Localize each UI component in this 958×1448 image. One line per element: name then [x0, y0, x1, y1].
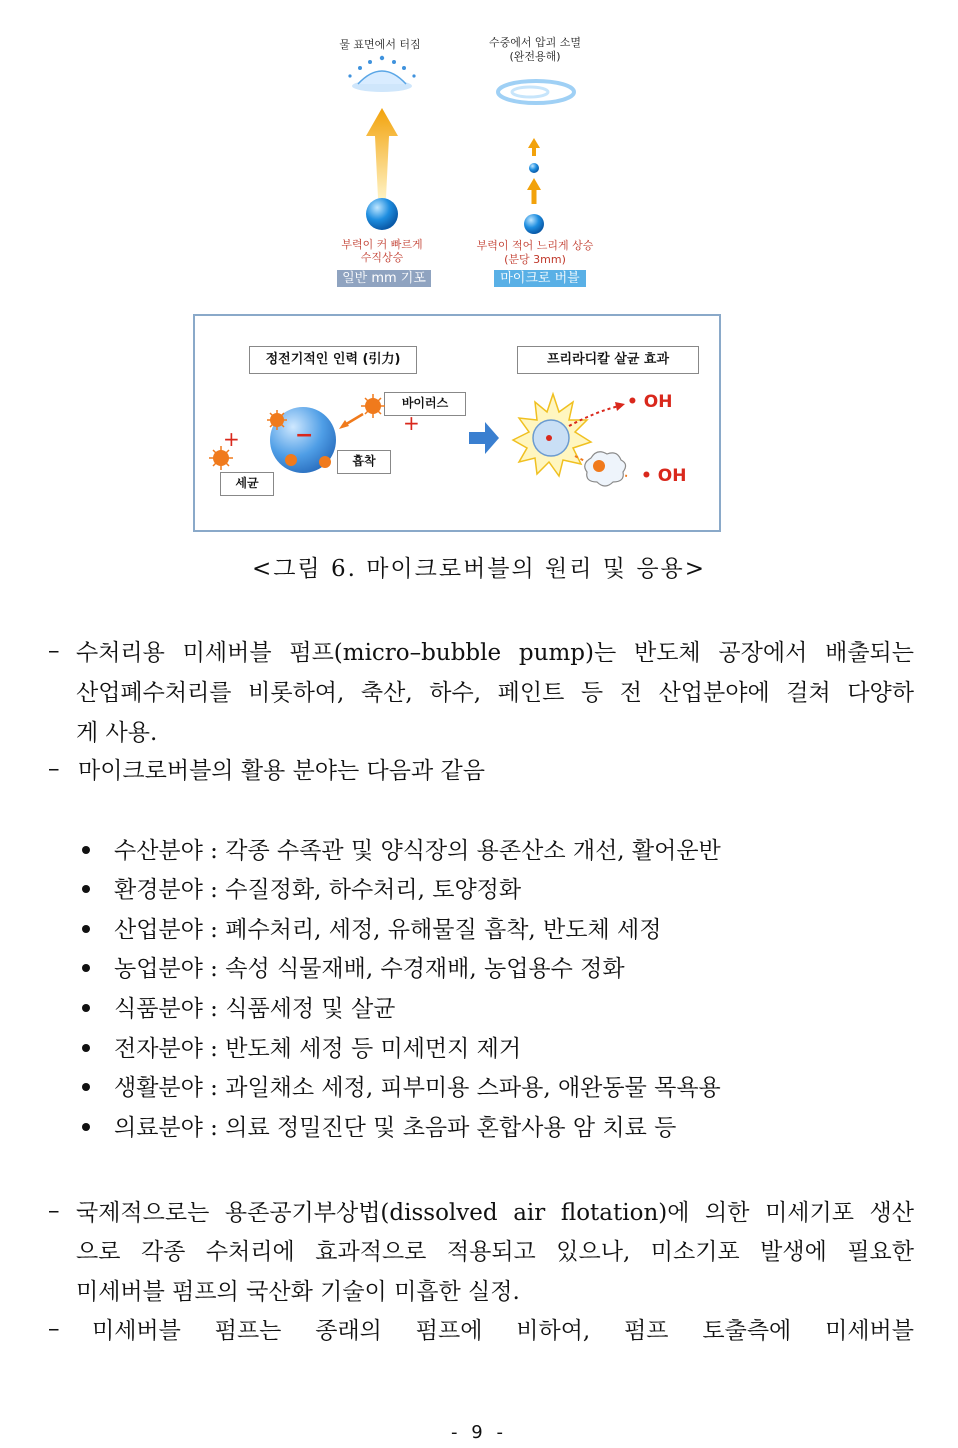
- list-item: [82, 1113, 676, 1143]
- micro-bubble-icon: [524, 214, 544, 234]
- bubble-comparison-figure: [300, 28, 620, 292]
- list-item: [82, 1034, 521, 1064]
- bullet-icon: [82, 1123, 90, 1131]
- plus-sign-left: +: [223, 427, 240, 451]
- bullet-icon: [82, 1083, 90, 1091]
- plus-sign-virus: +: [403, 411, 420, 435]
- ripple-icon: [498, 81, 574, 103]
- list-item-text: 전자분야 : 반도체 세정 등 미세먼지 제거: [114, 1036, 522, 1062]
- list-item: [82, 875, 521, 905]
- normal-bubble-tag: 일반 mm 기포: [337, 270, 431, 287]
- oh-radical-top: • OH: [627, 392, 673, 412]
- electrostatic-sterilization-figure: [193, 314, 721, 532]
- bullet-icon: [82, 925, 90, 933]
- free-radical-title-box: 프리라디칼 살균 효과: [517, 346, 699, 374]
- up-arrow-large-icon: [366, 108, 398, 198]
- list-item-text: 농업분야 : 속성 식물재배, 수경재배, 농업용수 정화: [114, 956, 625, 982]
- bacteria-label: 세균: [220, 472, 274, 496]
- list-item-text: 의료분야 : 의료 정밀진단 및 초음파 혼합사용 암 치료 등: [114, 1115, 677, 1141]
- burst-bubble-icon: [513, 394, 591, 476]
- para4-line1: 미세버블 펌프는 종래의 펌프에 비하여, 펌프 토출측에 미세버블: [92, 1318, 914, 1344]
- right-top-label: 수중에서 압괴 소멸: [488, 36, 581, 49]
- list-item: [82, 954, 625, 984]
- right-desc-line2: (분당 3mm): [504, 253, 566, 266]
- list-item-text: 수산분야 : 각종 수족관 및 양식장의 용존산소 개선, 활어운반: [114, 838, 721, 864]
- bullet-icon: [82, 846, 90, 854]
- right-top-sublabel: (완전용해): [509, 50, 561, 63]
- para3-dash: –: [48, 1198, 60, 1224]
- bullet-icon: [82, 1004, 90, 1012]
- list-item: [82, 1073, 721, 1103]
- figure-caption: <그림 6. 마이크로버블의 원리 및 응용>: [251, 556, 707, 582]
- splash-icon: [348, 56, 415, 92]
- process-arrow-icon: [469, 422, 499, 454]
- para3-line3: 미세버블 펌프의 국산화 기술이 미흡한 실정.: [76, 1279, 520, 1305]
- list-item: [82, 836, 721, 866]
- para2-line1: 마이크로버블의 활용 분야는 다음과 같음: [78, 758, 485, 784]
- large-bubble-icon: [366, 198, 398, 230]
- para4-dash: –: [48, 1316, 60, 1342]
- para1-dash: –: [48, 638, 60, 664]
- para1-line3: 게 사용.: [76, 720, 158, 746]
- oh-radical-bottom: • OH: [641, 466, 687, 486]
- adsorb-label: 흡착: [337, 450, 391, 474]
- list-item-text: 환경분야 : 수질정화, 하수처리, 토양정화: [114, 877, 522, 903]
- left-desc-line1: 부력이 커 빠르게: [341, 238, 423, 251]
- sterilization-illustration: [195, 316, 719, 530]
- radical-arrow-top: [569, 406, 619, 426]
- list-item-text: 산업분야 : 폐수처리, 세정, 유해물질 흡착, 반도체 세정: [114, 917, 662, 943]
- page-number: - 9 -: [451, 1422, 507, 1443]
- list-item: [82, 915, 661, 945]
- tiny-bubble-icon: [529, 163, 539, 173]
- bullet-icon: [82, 885, 90, 893]
- bullet-icon: [82, 964, 90, 972]
- minus-sign: −: [295, 423, 314, 448]
- para3-line1: 국제적으로는 용존공기부상법(dissolved air flotation)에 의한 미세기포 생산: [76, 1200, 914, 1226]
- electrostatic-title-box: 정전기적인 인력 (引力): [249, 346, 417, 374]
- para1-line1: 수처리용 미세버블 펌프(micro–bubble pump)는 반도체 공장에서 배출되는: [76, 640, 914, 666]
- para2-dash: –: [48, 756, 60, 782]
- left-top-label: 물 표면에서 터짐: [339, 38, 421, 51]
- list-item-text: 생활분야 : 과일채소 세정, 피부미용 스파용, 애완동물 목욕용: [114, 1075, 721, 1101]
- para3-line2: 으로 각종 수처리에 효과적으로 적용되고 있으나, 미소기포 발생에 필요한: [76, 1239, 914, 1265]
- virus-label: 바이러스: [384, 392, 466, 416]
- left-desc-line2: 수직상승: [360, 251, 404, 264]
- para1-line2: 산업폐수처리를 비롯하여, 축산, 하수, 페인트 등 전 산업분야에 걸쳐 다양하: [76, 680, 914, 706]
- damaged-germ-icon: [585, 452, 626, 486]
- list-item: [82, 994, 395, 1024]
- right-desc-line1: 부력이 적어 느리게 상승: [476, 239, 594, 252]
- list-item-text: 식품분야 : 식품세정 및 살균: [114, 996, 396, 1022]
- micro-bubble-tag: 마이크로 버블: [494, 270, 586, 287]
- bullet-icon: [82, 1044, 90, 1052]
